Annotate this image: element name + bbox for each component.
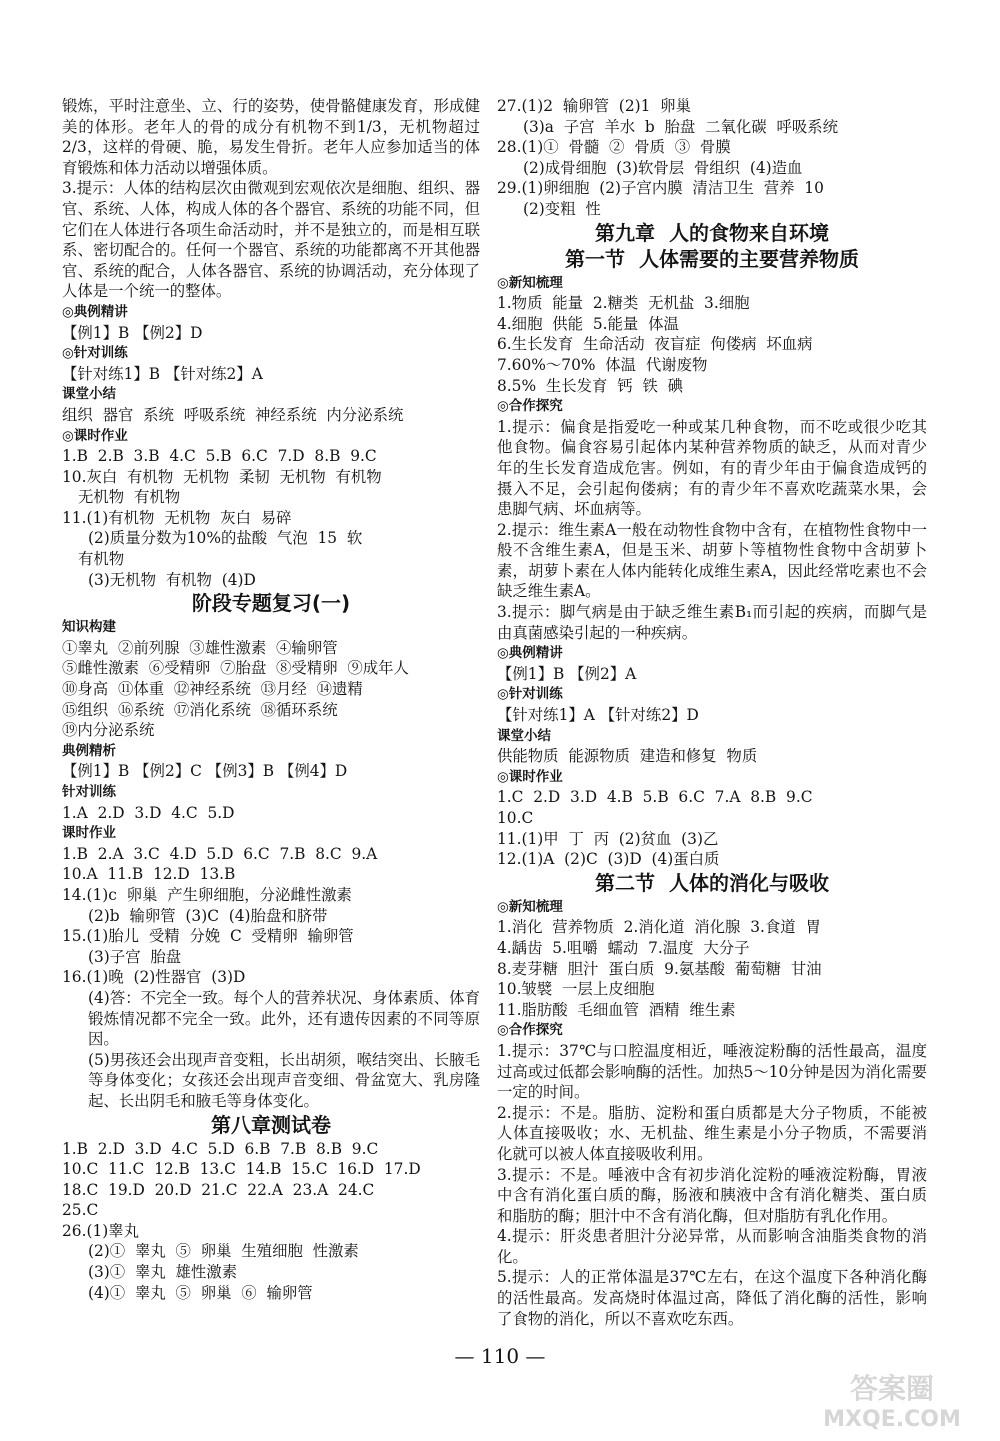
section-label: ◎新知梳理: [497, 898, 563, 915]
answer-line-indented: (3)子宫 胎盘: [88, 947, 182, 966]
answer-line: 1.B 2.B 3.B 4.C 5.B 6.C 7.D 8.B 9.C: [62, 447, 377, 466]
answer-line: 25.C: [62, 1201, 99, 1220]
answer-line: 12.(1)A (2)C (3)D (4)蛋白质: [497, 850, 720, 869]
answer-line: 供能物质 能源物质 建造和修复 物质: [497, 747, 758, 766]
section-title: 第九章 人的食物来自环境: [595, 220, 829, 245]
answer-line: 【针对练1】A 【针对练2】D: [497, 706, 699, 725]
answer-line: 10.C 11.C 12.B 13.C 14.B 15.C 16.D 17.D: [62, 1160, 421, 1179]
section-title: 第二节 人体的消化与吸收: [595, 870, 829, 895]
answer-line: 27.(1)2 输卵管 (2)1 卵巢: [497, 97, 691, 115]
paragraph: 3.提示：人体的结构层次由微观到宏观依次是细胞、组织、器官、系统、人体，构成人体的各个器官、系统的功能不同，但它们在人体进行各项生命活动时，并不是独立的，而是相互联系、密切配合的。任何一个器官、系统的功能都离不开其他器官、系统的配合，人体各器官、系统的协调活动，充分体现了人体是一个统一的整体。: [62, 179, 480, 301]
answer-line: 14.(1)c 卵巢 产生卵细胞，分泌雌性激素: [62, 885, 352, 904]
section-title: 第一节 人体需要的主要营养物质: [565, 246, 859, 271]
section-label: ◎新知梳理: [497, 274, 563, 291]
section-label: ◎典例精讲: [497, 645, 563, 662]
answer-line: 4.细胞 供能 5.能量 体温: [497, 314, 679, 333]
answer-line: 【例1】B 【例2】D: [62, 323, 203, 342]
answer-line-indented: 有机物: [78, 550, 125, 569]
answer-line: 10.C: [497, 809, 534, 827]
right-column: [497, 96, 927, 1329]
answer-line-indented: (3)无机物 有机物 (4)D: [88, 570, 256, 589]
answer-line: 4.龋齿 5.咀嚼 蠕动 7.温度 大分子: [497, 938, 750, 957]
paragraph: 2.提示：不是。脂肪、淀粉和蛋白质都是大分子物质，不能被人体直接吸收；水、无机盐、维生素是小分子物质，不需要消化就可以被人体直接吸收利用。: [497, 1103, 927, 1163]
answer-line: 10.灰白 有机物 无机物 柔韧 无机物 有机物: [62, 467, 382, 486]
section-title: 第八章测试卷: [211, 1112, 331, 1137]
answer-line-indented: (4)① 睾丸 ⑤ 卵巢 ⑥ 输卵管: [88, 1283, 313, 1302]
answer-line: 11.(1)有机物 无机物 灰白 易碎: [62, 508, 292, 527]
answer-line: 组织 器官 系统 呼吸系统 神经系统 内分泌系统: [62, 405, 404, 424]
section-label: ◎针对训练: [62, 345, 128, 362]
section-label: 针对训练: [62, 784, 116, 800]
section-label: 课堂小结: [62, 386, 116, 403]
left-column: [62, 96, 480, 1303]
answer-line: 6.生长发育 生命活动 夜盲症 佝偻病 坏血病: [497, 335, 813, 354]
answer-line: 1.C 2.D 3.D 4.B 5.B 6.C 7.A 8.B 9.C: [497, 788, 813, 807]
answer-line: ⑲内分泌系统: [62, 721, 155, 740]
answer-line: 【例1】B 【例2】A: [497, 664, 637, 683]
section-label: 课时作业: [62, 825, 116, 842]
answer-line-indented: (2)变粗 性: [523, 199, 601, 218]
section-label: ◎针对训练: [497, 686, 563, 703]
answer-line: 28.(1)① 骨髓 ② 骨质 ③ 骨膜: [497, 138, 731, 157]
answer-line-indented: 无机物 有机物: [78, 488, 181, 507]
paragraph: 锻炼，平时注意坐、立、行的姿势，使骨骼健康发育，形成健美的体形。老年人的骨的成分有机物不到1/3，无机物超过2/3，这样的骨硬、脆，易发生骨折。老年人应参加适当的体育锻炼和体力活动以增强体质。: [62, 97, 480, 177]
answer-line: ⑤雌性激素 ⑥受精卵 ⑦胎盘 ⑧受精卵 ⑨成年人: [62, 659, 409, 678]
answer-line: 1.B 2.D 3.D 4.C 5.D 6.B 7.B 8.B 9.C: [62, 1139, 379, 1158]
paragraph-indented: (4)答：不完全一致。每个人的营养状况、身体素质、体育锻炼情况都不完全一致。此外，还有遗传因素的不同等原因。: [88, 988, 480, 1049]
answer-line: 18.C 19.D 20.D 21.C 22.A 23.A 24.C: [62, 1180, 375, 1199]
answer-line: 7.60%～70% 体温 代谢废物: [497, 355, 708, 374]
watermark-top: 答案圈: [849, 1372, 935, 1405]
answer-line-indented: (2)b 输卵管 (3)C (4)胎盘和脐带: [88, 906, 328, 925]
answer-line: 15.(1)胎儿 受精 分娩 C 受精卵 输卵管: [62, 927, 354, 946]
answer-line: 11.脂肪酸 毛细血管 酒精 维生素: [497, 1000, 736, 1019]
section-title: 阶段专题复习(一): [191, 591, 351, 616]
answer-line: ⑩身高 ⑪体重 ⑫神经系统 ⑬月经 ⑭遗精: [62, 680, 363, 699]
watermark-bottom: MXQE.COM: [823, 1407, 961, 1432]
section-label: ◎合作探究: [497, 1022, 563, 1039]
section-label: 课堂小结: [497, 727, 551, 744]
answer-line: 8.麦芽糖 胆汁 蛋白质 9.氨基酸 葡萄糖 甘油: [497, 959, 822, 978]
section-label: ◎合作探究: [497, 398, 563, 415]
answer-line: 1.A 2.D 3.D 4.C 5.D: [62, 803, 235, 822]
section-label: 典例精析: [62, 742, 116, 759]
answer-line: 8.5% 生长发育 钙 铁 碘: [497, 376, 683, 395]
section-label: 知识构建: [62, 619, 116, 636]
answer-line: 26.(1)睾丸: [62, 1221, 140, 1240]
answer-line: 【针对练1】B 【针对练2】A: [62, 364, 263, 383]
answer-line: 【例1】B 【例2】C 【例3】B 【例4】D: [62, 762, 348, 781]
answer-line: 1.B 2.A 3.C 4.D 5.D 6.C 7.B 8.C 9.A: [62, 844, 378, 863]
section-label: ◎课时作业: [497, 768, 563, 785]
section-label: ◎课时作业: [62, 427, 128, 444]
paragraph: 1.提示：偏食是指爱吃一种或某几种食物，而不吃或很少吃其他食物。偏食容易引起体内某种营养物质的缺乏，从而对青少年的生长发育造成危害。例如，有的青少年由于偏食造成钙的摄入不足，会引起佝偻病；有的青少年不喜欢吃蔬菜水果，会患脚气病、坏血病等。: [497, 417, 927, 519]
paragraph: 5.提示：人的正常体温是37℃左右，在这个温度下各种消化酶的活性最高。发高烧时体温过高，降低了消化酶的活性，影响了食物的消化，所以不喜欢吃东西。: [497, 1268, 927, 1328]
answer-line: ①睾丸 ②前列腺 ③雄性激素 ④输卵管: [62, 638, 338, 657]
answer-line: 16.(1)晚 (2)性器官 (3)D: [62, 968, 246, 987]
answer-line-indented: (3)① 睾丸 雄性激素: [88, 1263, 238, 1282]
watermark-logo: [812, 1368, 972, 1432]
answer-line: 1.消化 营养物质 2.消化道 消化腺 3.食道 胃: [497, 918, 821, 937]
answer-line: 10.皱襞 一层上皮细胞: [497, 980, 655, 999]
answer-line-indented: (2)① 睾丸 ⑤ 卵巢 生殖细胞 性激素: [88, 1242, 359, 1261]
answer-line: 11.(1)甲 丁 丙 (2)贫血 (3)乙: [497, 829, 719, 848]
answer-line: ⑮组织 ⑯系统 ⑰消化系统 ⑱循环系统: [62, 700, 338, 719]
paragraph: 3.提示：脚气病是由于缺乏维生素B₁而引起的疾病，而脚气是由真菌感染引起的一种疾病。: [497, 603, 927, 642]
answer-line-indented: (2)质量分数为10%的盐酸 气泡 15 软: [88, 529, 363, 548]
answer-line: 1.物质 能量 2.糖类 无机盐 3.细胞: [497, 294, 750, 313]
answer-line-indented: (2)成骨细胞 (3)软骨层 骨组织 (4)造血: [523, 158, 803, 177]
paragraph: 1.提示：37℃与口腔温度相近，唾液淀粉酶的活性最高，温度过高或过低都会影响酶的活性。加热5～10分钟是因为消化需要一定的时间。: [497, 1041, 927, 1102]
answer-line-indented: (3)a 子宫 羊水 b 胎盘 二氧化碳 呼吸系统: [523, 117, 839, 136]
section-label: ◎典例精讲: [62, 303, 128, 320]
paragraph: 4.提示：肝炎患者胆汁分泌异常，从而影响含油脂类食物的消化。: [497, 1227, 927, 1266]
paragraph-indented: (5)男孩还会出现声音变粗，长出胡须，喉结突出、长腋毛等身体变化；女孩还会出现声音变细、骨盆宽大、乳房隆起、长出阴毛和腋毛等身体变化。: [88, 1050, 480, 1110]
paragraph: 2.提示：维生素A一般在动物性食物中含有，在植物性食物中一般不含维生素A，但是玉米、胡萝卜等植物性食物中含胡萝卜素，胡萝卜素在人体内能转化成维生素A，因此经常吃素也不会缺乏维生素A。: [497, 520, 927, 601]
answer-line: 29.(1)卵细胞 (2)子宫内膜 清洁卫生 营养 10: [497, 179, 824, 198]
paragraph: 3.提示：不是。唾液中含有初步消化淀粉的唾液淀粉酶，胃液中含有消化蛋白质的酶，肠液和胰液中含有消化糖类、蛋白质和脂肪的酶；胆汁中不含有消化酶，但对脂肪有乳化作用。: [497, 1165, 927, 1225]
answer-line: 10.A 11.B 12.D 13.B: [62, 865, 236, 884]
page-number: — 110 —: [454, 1344, 546, 1368]
